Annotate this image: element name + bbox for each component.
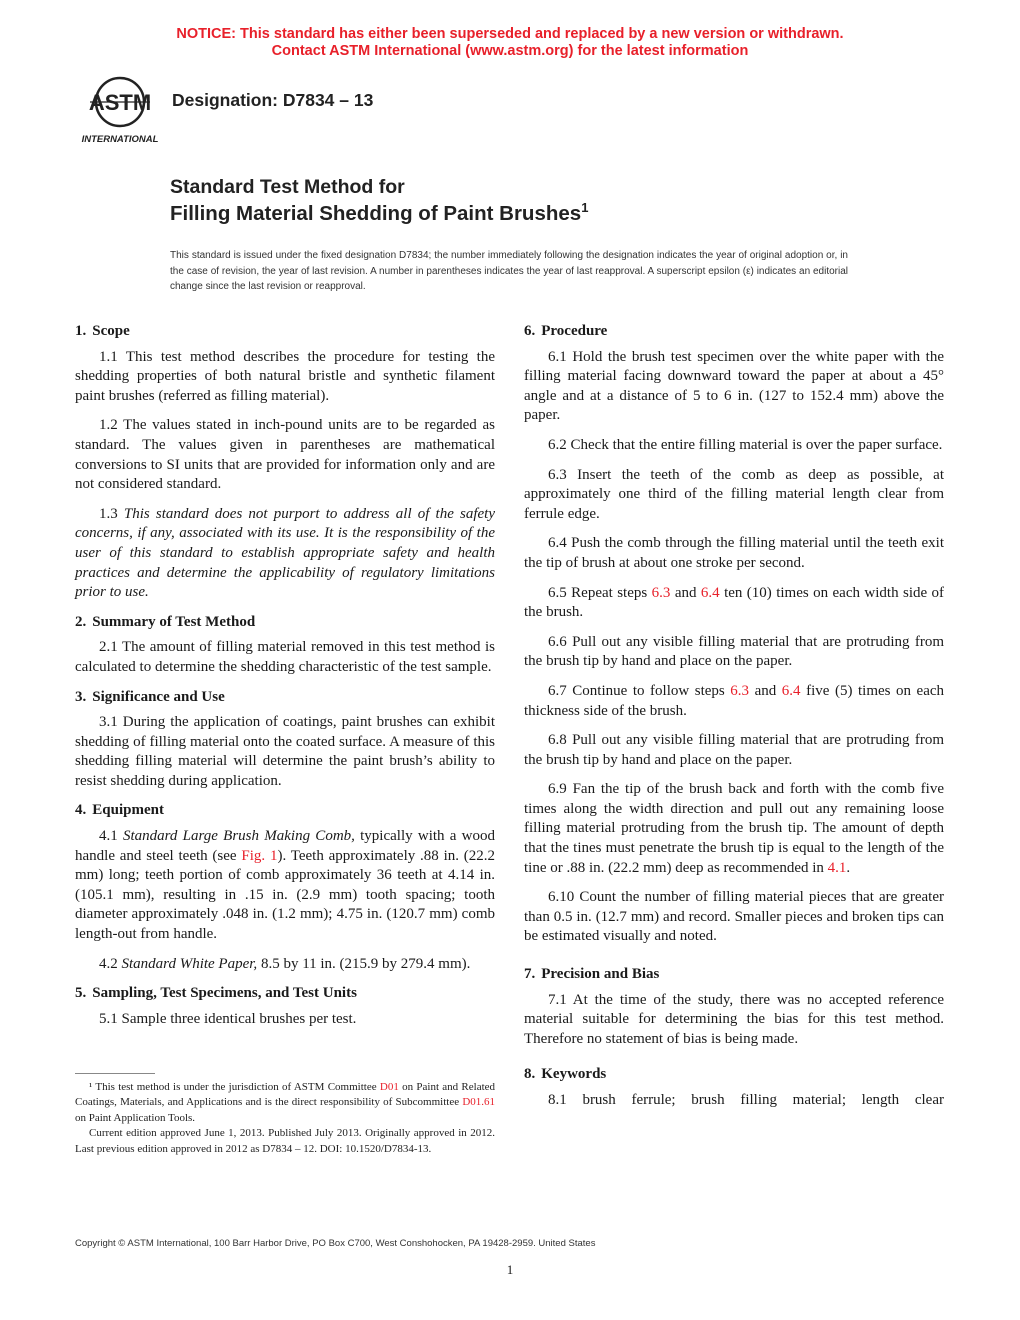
supersede-notice [0, 26, 1020, 60]
paragraph-6-8: 6.8 Pull out any visible filling material that are protruding from the brush tip by hand and place on the paper. [524, 732, 944, 768]
paragraph-8-1: 8.1 brush ferrule; brush filling material; length clear [548, 1092, 944, 1108]
paragraph-text: typically with a wood handle and steel teeth (see [75, 828, 495, 864]
italic-text: Standard White Paper, [121, 955, 258, 972]
section-number: 4. [75, 802, 87, 819]
section-title: Sampling, Test Specimens, and Test Units [92, 985, 357, 1002]
italic-text: This standard does not purport to address all of the safety concerns, if any, associated with its use. It is the responsibility of the user of this standard to establish appropriate safety and health practices and determine the applicability of regulatory limitations prior to use. [75, 505, 496, 601]
section-title: Keywords [541, 1066, 607, 1083]
left-column [75, 322, 495, 1039]
paragraph-6-4: 6.4 Push the comb through the filling material until the teeth exit the tip of brush at about one stroke per second. [524, 535, 944, 571]
paragraph-text: 6.5 Repeat steps [548, 584, 648, 601]
paragraph-1-1: 1.1 This test method describes the procedure for testing the shedding properties of both natural bristle and synthetic filament paint brushes (referred as filling material). [75, 348, 495, 404]
paragraph-text: ). Teeth approximately .88 in. (22.2 mm) long; teeth portion of comb approximately 36 teeth at 4.14 in. (105.1 mm), resulting in .15 in. (2.9 mm) tooth spacing; tooth diameter approximately .048 in. (1.2 mm); 4.75 in. (120.7 mm) comb length-out from handle. [75, 847, 496, 943]
notice-line-2: Contact ASTM International (www.astm.org) for the latest information [271, 43, 749, 59]
paragraph-text: 6.9 Fan the tip of the brush back and forth with the comb five times along the width direction and pull out any remaining loose filling material protruding from the brush tip. The amount of depth that the tines must penetrate the brush tip is equal to the length of the tine or .88 in. (22.2 mm) deep as recommended in [524, 781, 944, 876]
paragraph-4-2 [75, 955, 495, 975]
paragraph-6-1: 6.1 Hold the brush test specimen over the white paper with the filling material facing downward toward the paper at about a 45° angle and at a distance of 5 to 6 in. (127 to 152.4 mm) above the paper. [524, 348, 944, 424]
section-title: Scope [92, 323, 130, 339]
title-text: Filling Material Shedding of Paint Brushes [170, 202, 582, 225]
paragraph-text: five (5) times on each thickness side of the brush. [524, 682, 945, 719]
designation: Designation: D7834 – 13 [172, 90, 374, 110]
notice-line-1: NOTICE: This standard has either been superseded and replaced by a new version or withdrawn. [176, 26, 844, 42]
paragraph-text: ten (10) times on each width side of the brush. [524, 584, 945, 621]
footnote-text: ¹ This test method is under the jurisdiction of ASTM Committee [89, 1081, 377, 1093]
footnote-text: on Paint and Related Coatings, Materials, and Applications and is the direct responsibility of Subcommittee [75, 1081, 496, 1109]
paragraph-number: 4.1 [99, 828, 118, 845]
step-6-4-link[interactable]: 6.4 [700, 584, 720, 601]
logo-brand: ASTM [88, 90, 152, 115]
paragraph-6-2: 6.2 Check that the entire filling material is over the paper surface. [548, 436, 943, 453]
step-6-4-link[interactable]: 6.4 [781, 682, 801, 699]
footnote [75, 1080, 495, 1157]
astm-logo [74, 72, 166, 146]
astm-logo-icon [74, 72, 166, 146]
section-4-1-link[interactable]: 4.1 [827, 859, 847, 876]
section-heading-sampling [75, 984, 495, 1004]
copyright: Copyright © ASTM International, 100 Barr Harbor Drive, PO Box C700, West Conshohocken, PA 19428-2959. United States [75, 1238, 596, 1249]
paragraph-4-1 [75, 827, 495, 945]
section-heading-summary [75, 613, 495, 633]
section-heading-keywords [524, 1065, 944, 1085]
section-number: 2. [75, 613, 87, 630]
section-title: Procedure [541, 323, 608, 339]
paragraph-1-2: 1.2 The values stated in inch-pound units are to be regarded as standard. The values given in parentheses are mathematical conversions to SI units that are provided for information only and are not considered standard. [75, 417, 495, 493]
paragraph-5-1: 5.1 Sample three identical brushes per test. [99, 1010, 357, 1027]
section-number: 8. [524, 1066, 536, 1083]
paragraph-text: 8.5 by 11 in. (215.9 by 279.4 mm). [260, 955, 471, 972]
paragraph-6-10: 6.10 Count the number of filling material pieces that are greater than 0.5 in. (12.7 mm) and record. Smaller pieces and broken tips can be estimated visually and noted. [524, 889, 944, 945]
paragraph-6-6: 6.6 Pull out any visible filling material that are protruding from the brush tip by hand and place on the paper. [524, 633, 944, 670]
paragraph-text: and [674, 584, 697, 601]
subcommittee-d01-61-link[interactable]: D01.61 [462, 1096, 496, 1109]
section-heading-equipment [75, 801, 495, 821]
step-6-3-link[interactable]: 6.3 [651, 584, 671, 601]
section-heading-significance [75, 688, 495, 708]
paragraph-3-1: 3.1 During the application of coatings, paint brushes can exhibit shedding of filling material onto the coated surface. A measure of this shedding filling material will determine the paint brush’s ability to resist shedding during application. [75, 714, 495, 789]
section-title: Equipment [92, 802, 164, 819]
footnote-divider [75, 1073, 155, 1074]
title-line-1: Standard Test Method for [170, 176, 405, 198]
paragraph-text: . [846, 859, 851, 876]
italic-text: Standard Large Brush Making Comb, [122, 828, 355, 845]
paragraph-text: and [754, 682, 777, 699]
document-title [170, 174, 588, 227]
paragraph-6-5 [524, 584, 944, 623]
paragraph-number: 1.3 [99, 505, 118, 522]
section-heading-precision [524, 965, 944, 985]
section-heading-scope [75, 322, 495, 342]
title-footnote-mark: 1 [581, 200, 589, 216]
paragraph-number: 4.2 [99, 955, 118, 972]
committee-d01-link[interactable]: D01 [379, 1081, 399, 1093]
section-number: 3. [75, 688, 87, 705]
paragraph-6-9 [524, 780, 944, 878]
section-number: 7. [524, 966, 536, 983]
logo-caption: INTERNATIONAL [81, 134, 159, 145]
title-line-2 [170, 200, 588, 227]
section-title: Summary of Test Method [92, 613, 256, 630]
section-title: Significance and Use [92, 688, 225, 705]
paragraph-1-3 [75, 505, 495, 603]
paragraph-6-7 [524, 682, 944, 721]
paragraph-text: 6.7 Continue to follow steps [548, 682, 725, 699]
footnote-edition: Current edition approved June 1, 2013. Published July 2013. Originally approved in 2012. Last previous edition approved in 2012 as D7834 – 12. DOI: 10.1520/D7834-13. [75, 1127, 495, 1155]
section-title: Precision and Bias [541, 966, 660, 983]
footnote-text: on Paint Application Tools. [75, 1111, 196, 1124]
right-column [524, 322, 944, 1121]
page-number: 1 [506, 1262, 514, 1277]
section-heading-procedure [524, 322, 944, 342]
section-number: 6. [524, 323, 536, 339]
paragraph-6-3: 6.3 Insert the teeth of the comb as deep as possible, at approximately one third of the filling material length clear from ferrule edge. [524, 466, 944, 522]
step-6-3-link[interactable]: 6.3 [730, 682, 750, 699]
footnote-1 [75, 1080, 495, 1126]
fig-1-link[interactable]: Fig. 1 [241, 847, 278, 864]
paragraph-7-1: 7.1 At the time of the study, there was no accepted reference material suitable for determining the bias for this test method. Therefore no statement of bias is being made. [524, 991, 944, 1047]
section-number: 1. [75, 323, 87, 339]
issuance-note: This standard is issued under the fixed designation D7834; the number immediately following the designation indicates the year of original adoption or, in the case of revision, the year of last revision. A number in parentheses indicates the year of last reapproval. A superscript epsilon (ε) indicates an editorial change since the last revision or reapproval. [170, 250, 848, 292]
paragraph-2-1: 2.1 The amount of filling material removed in this test method is calculated to determine the shedding characteristic of the test sample. [75, 639, 495, 675]
section-number: 5. [75, 985, 87, 1002]
